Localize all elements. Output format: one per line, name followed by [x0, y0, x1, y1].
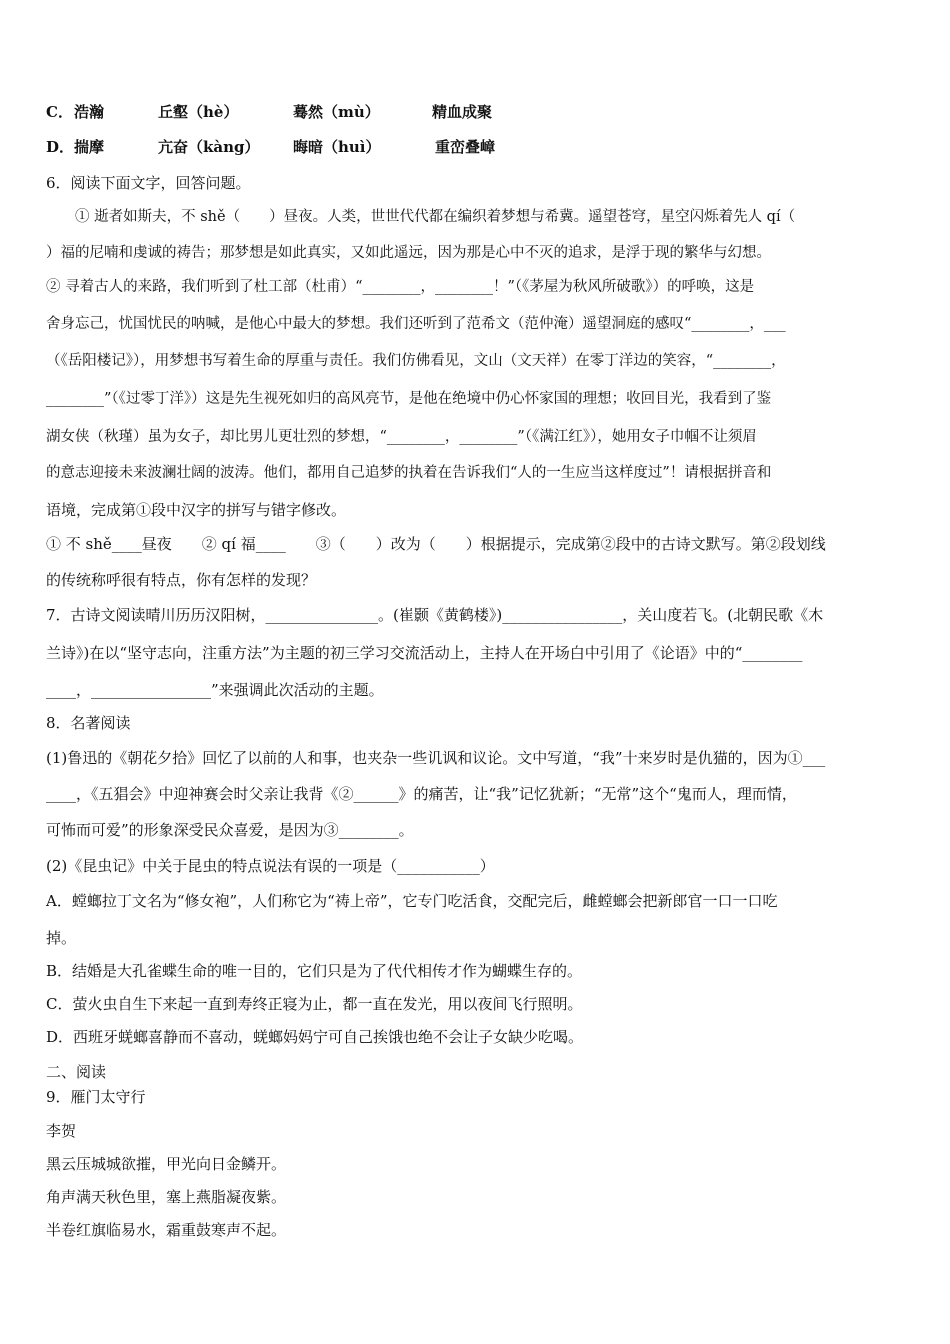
option-word: 精血成聚: [432, 103, 493, 121]
option-word: 浩瀚: [74, 103, 105, 121]
option-word: 揣摩: [74, 138, 105, 156]
option-letter: D．: [46, 138, 75, 156]
option-letter: C．: [46, 103, 73, 121]
q6-line: 的传统称呼很有特点，你有怎样的发现？: [46, 571, 317, 589]
q8-option-a-cont: 掉。: [46, 929, 77, 947]
q8-line: (1)鲁迅的《朝花夕拾》回忆了以前的人和事，也夹杂一些讥讽和议论。文中写道，“我”十来岁时是仇猫的，因为①___: [46, 749, 826, 767]
q8-option-a: A．螳螂拉丁文名为“修女袍”，人们称它为“祷上帝”，它专门吃活食，交配完后，雌螳螂会把新郎官一口一口吃: [46, 892, 778, 910]
q8-option-c: C．萤火虫自生下来起一直到寿终正寝为止，都一直在发光，用以夜间飞行照明。: [46, 995, 583, 1013]
q6-line: ① 不 shě____昼夜 ② qí 福____ ③（ ）改为（ ）根据提示，完成第②段中的古诗文默写。第②段划线: [46, 535, 826, 553]
q6-line: 湖女侠（秋瑾）虽为女子，却比男儿更壮烈的梦想，“________，________”（《满江红》），她用女子巾帼不让须眉: [46, 429, 757, 445]
q8-option-d: D．西班牙蜣螂喜静而不喜动，蜣螂妈妈宁可自己挨饿也绝不会让子女缺少吃喝。: [46, 1028, 584, 1046]
q6-line: ________”（《过零丁洋》）这是先生视死如归的高风亮节，是他在绝境中仍心怀家国的理想；收回目光，我看到了鉴: [46, 391, 772, 407]
option-word: 亢奋（kàng）: [158, 138, 260, 156]
q6-line: ① 逝者如斯夫，不 shě（ ）昼夜。人类，世世代代都在编织着梦想与希冀。遥望苍穹，星空闪烁着先人 qí（: [46, 209, 796, 225]
section-title: 二、阅读: [46, 1063, 107, 1081]
option-word: 重峦叠嶂: [435, 138, 496, 156]
q6-line: ② 寻着古人的来路，我们听到了杜工部（杜甫）“________，________！”（《茅屋为秋风所破歌》）的呼唤，这是: [46, 279, 755, 295]
q7-line: 7．古诗文阅读晴川历历汉阳树，_______________。(崔颢《黄鹤楼》)________________，关山度若飞。(北朝民歌《木: [46, 606, 824, 624]
poem-line: 角声满天秋色里，塞上燕脂凝夜紫。: [46, 1188, 287, 1206]
poem-author: 李贺: [46, 1122, 77, 1140]
q6-line: 的意志迎接未来波澜壮阔的波涛。他们，都用自己追梦的执着在告诉我们“人的一生应当这样度过”！请根据拼音和: [46, 465, 772, 481]
question-6-title: 6．阅读下面文字，回答问题。: [46, 174, 251, 192]
q8-line: 可怖而可爱”的形象深受民众喜爱，是因为③________。: [46, 821, 414, 839]
q8-option-b: B．结婚是大孔雀蝶生命的唯一目的，它们只是为了代代相传才作为蝴蝶生存的。: [46, 962, 583, 980]
q6-line: ）福的尼喃和虔诚的祷告；那梦想是如此真实，又如此遥远，因为那是心中不灭的追求，是浮于现的繁华与幻想。: [46, 245, 771, 261]
q6-line: （《岳阳楼记》），用梦想书写着生命的厚重与责任。我们仿佛看见，文山（文天祥）在零丁洋边的笑容，“________，: [46, 353, 786, 369]
question-8-title: 8．名著阅读: [46, 714, 131, 732]
q6-line: 语境，完成第①段中汉字的拼写与错字修改。: [46, 501, 347, 519]
q8-line: ____，《五猖会》中迎神赛会时父亲让我背《②______》的痛苦，让“我”记忆犹新；“无常”这个“鬼而人，理而情，: [46, 785, 797, 803]
poem-line: 黑云压城城欲摧，甲光向日金鳞开。: [46, 1155, 287, 1173]
poem-line: 半卷红旗临易水，霜重鼓寒声不起。: [46, 1221, 287, 1239]
question-9-title: 9．雁门太守行: [46, 1088, 146, 1106]
q7-line: 兰诗》)在以“坚守志向，注重方法”为主题的初三学习交流活动上，主持人在开场白中引用了《论语》中的“________: [46, 644, 803, 662]
option-word: 晦暗（huì）: [293, 138, 381, 156]
option-word: 丘壑（hè）: [158, 103, 239, 121]
q7-line: ____，________________”来强调此次活动的主题。: [46, 681, 384, 699]
q6-line: 舍身忘己，忧国忧民的呐喊，是他心中最大的梦想。我们还听到了范希文（范仲淹）遥望洞庭的感叹“________，___: [46, 316, 786, 332]
q8-line: (2)《昆虫记》中关于昆虫的特点说法有误的一项是（___________）: [46, 857, 495, 875]
option-word: 蓦然（mù）: [293, 103, 380, 121]
